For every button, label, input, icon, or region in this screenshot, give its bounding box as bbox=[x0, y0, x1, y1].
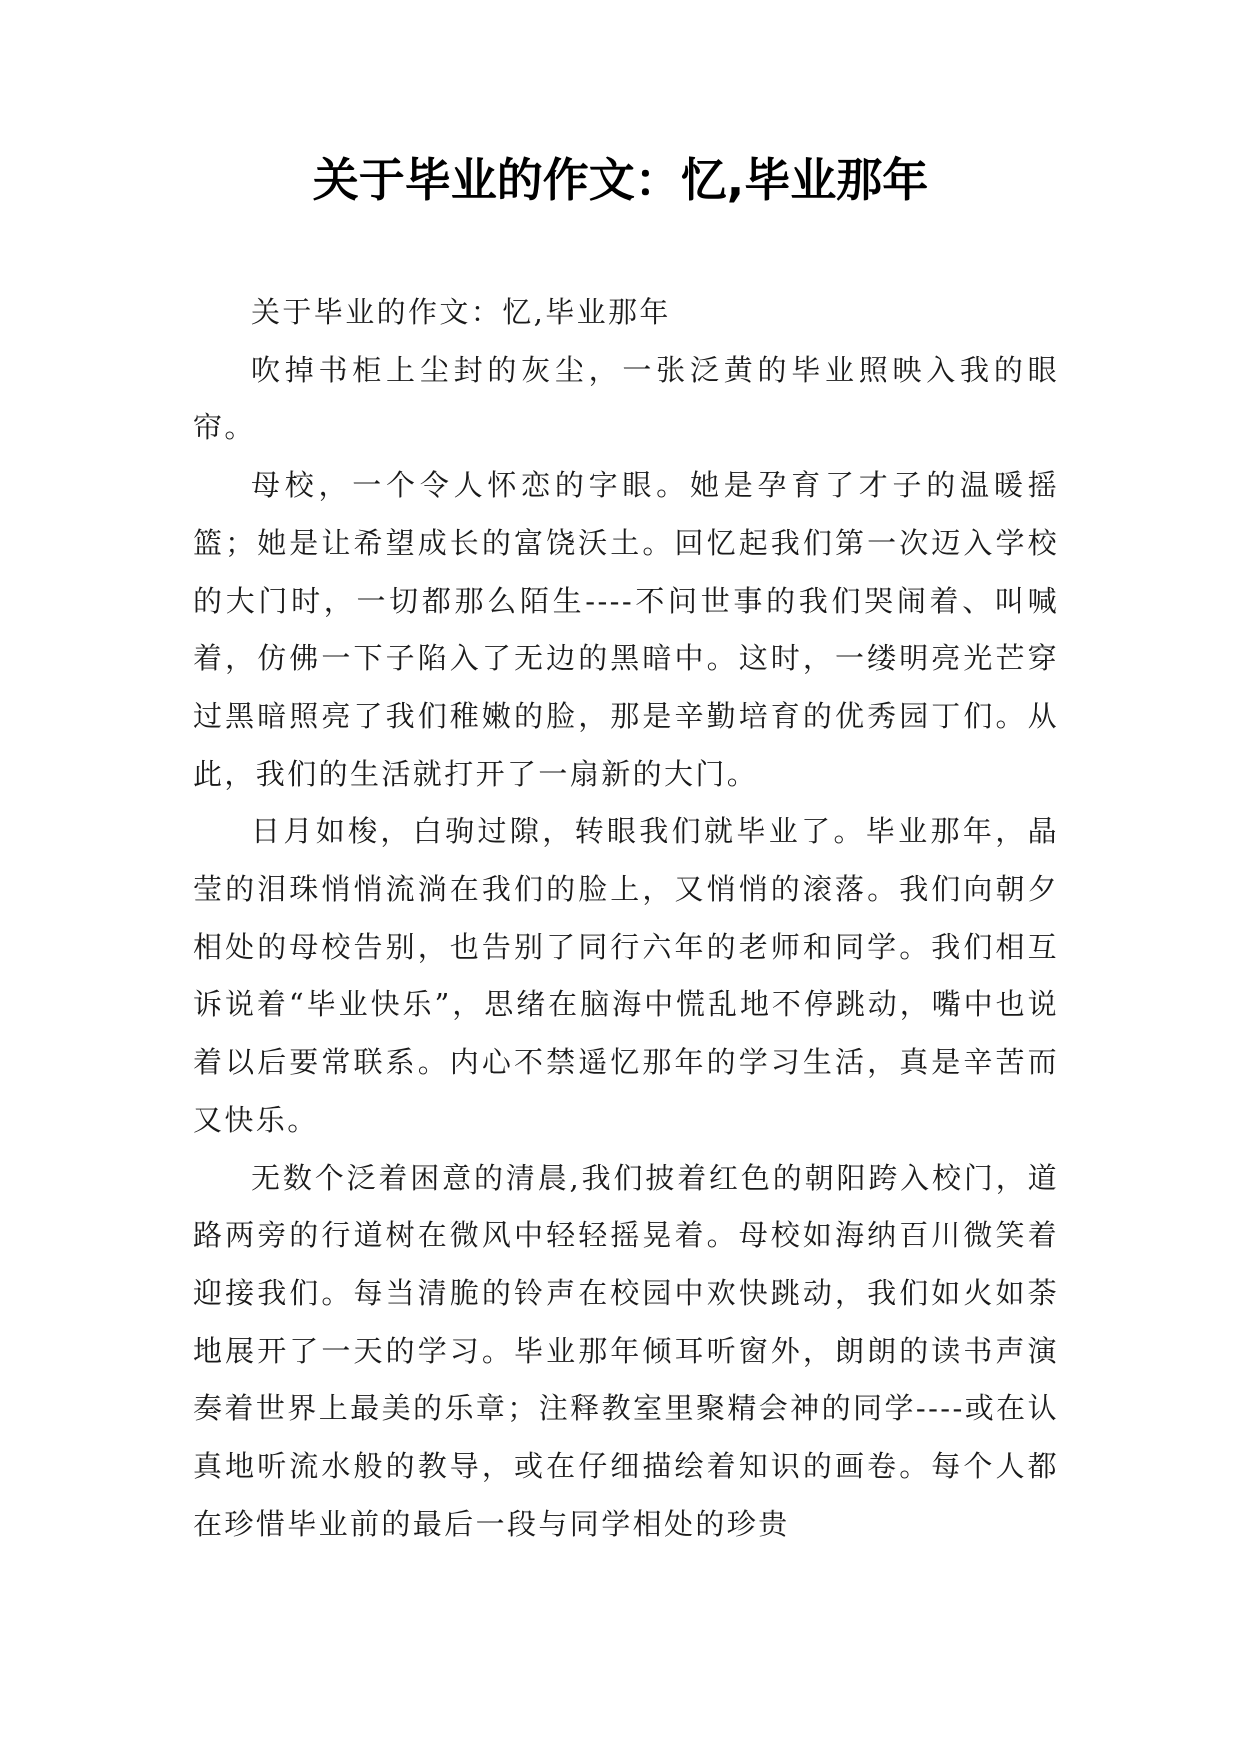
document-title: 关于毕业的作文：忆,毕业那年 bbox=[312, 153, 929, 207]
paragraph-school-mornings: 无数个泛着困意的清晨,我们披着红色的朝阳跨入校门，道路两旁的行道树在微风中轻轻摇晃着。母校如海纳百川微笑着迎接我们。每当清脆的铃声在校园中欢快跳动，我们如火如荼地展开了一天的学习。毕业那年倾耳听窗外，朗朗的读书声演奏着世界上最美的乐章；注释教室里聚精会神的同学----或在认真地听流水般的教导，或在仔细描绘着知识的画卷。每个人都在珍惜毕业前的最后一段与同学相处的珍贵 bbox=[193, 1160, 1059, 1541]
paragraph-graduation-year: 日月如梭，白驹过隙，转眼我们就毕业了。毕业那年，晶莹的泪珠悄悄流淌在我们的脸上，又悄悄的滚落。我们向朝夕相处的母校告别，也告别了同行六年的老师和同学。我们相互诉说着“毕业快乐”，思绪在脑海中慌乱地不停跳动，嘴中也说着以后要常联系。内心不禁遥忆那年的学习生活，真是辛苦而又快乐。 bbox=[193, 814, 1059, 1137]
paragraph-graduation-photo: 吹掉书柜上尘封的灰尘，一张泛黄的毕业照映入我的眼帘。 bbox=[193, 352, 1059, 445]
document-body bbox=[193, 284, 1059, 1553]
paragraph-heading-repeat: 关于毕业的作文：忆,毕业那年 bbox=[251, 295, 671, 329]
paragraph-alma-mater: 母校，一个令人怀恋的字眼。她是孕育了才子的温暖摇篮；她是让希望成长的富饶沃土。回忆起我们第一次迈入学校的大门时，一切都那么陌生----不问世事的我们哭闹着、叫喊着，仿佛一下子陷入了无边的黑暗中。这时，一缕明亮光芒穿过黑暗照亮了我们稚嫩的脸，那是辛勤培育的优秀园丁们。从此，我们的生活就打开了一扇新的大门。 bbox=[193, 468, 1059, 791]
